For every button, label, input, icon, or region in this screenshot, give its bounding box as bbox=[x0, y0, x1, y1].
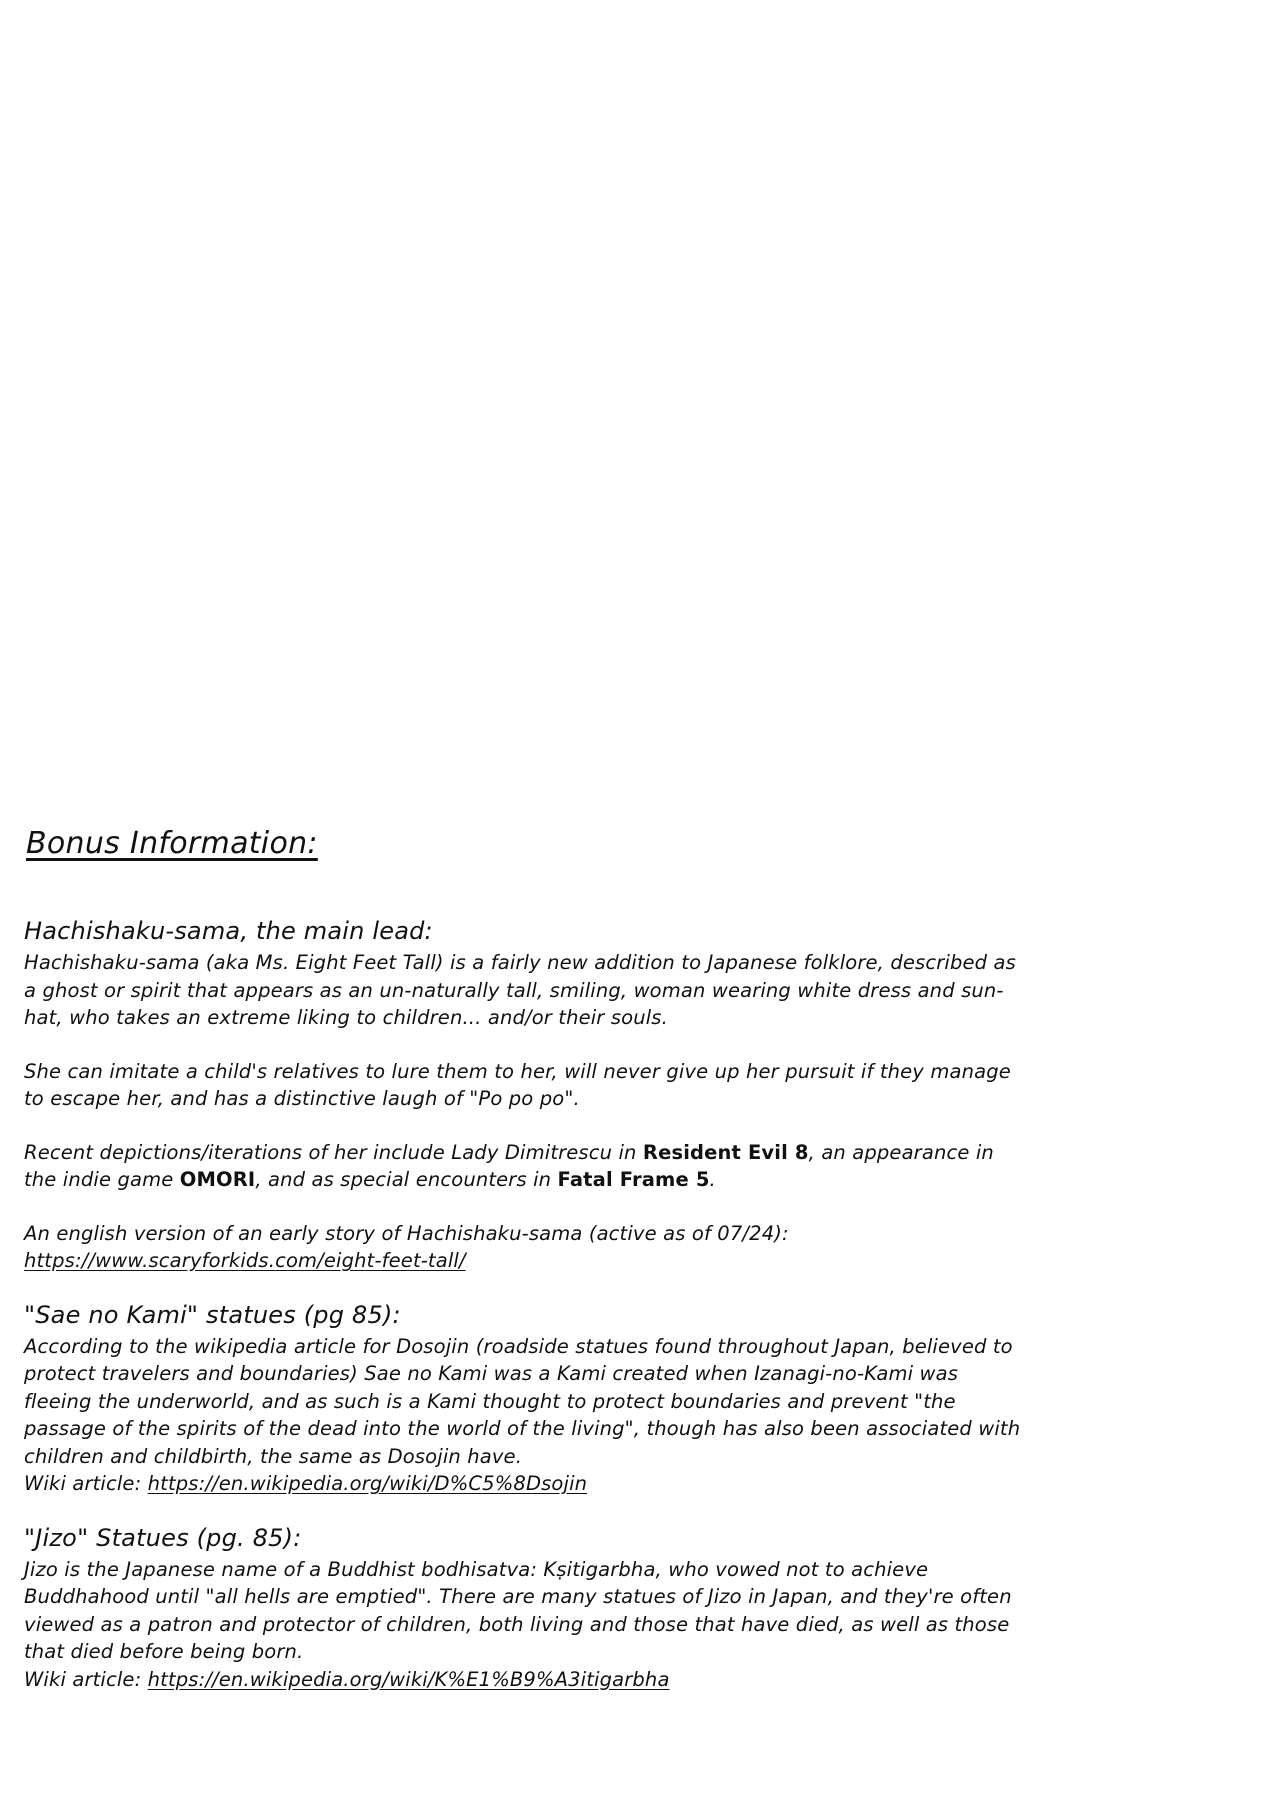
page-title: Bonus Information: bbox=[26, 826, 318, 861]
depictions-text-2: , an appearance in the indie game bbox=[24, 1140, 994, 1191]
jizo-wiki-label: Wiki article: bbox=[24, 1667, 148, 1691]
game-title-omori: OMORI bbox=[179, 1168, 256, 1191]
depictions-text-3: , and as special encounters in bbox=[255, 1168, 558, 1191]
section-heading-hachishaku: Hachishaku-sama, the main lead: bbox=[24, 917, 433, 945]
jizo-text: Jizo is the Japanese name of a Buddhist bodhisatva: Kṣitigarbha, who vowed not to achieve Buddhahood until "all hells are emptied". There are many statues of Jizo in Japan, and they're often viewed as a patron and protector of children, both living and those that have died, as well as those that died before being born. bbox=[24, 1557, 1012, 1663]
depictions-text-1: Recent depictions/iterations of her include Lady Dimitrescu in bbox=[24, 1140, 643, 1164]
section-sae-no-kami bbox=[24, 1301, 1024, 1498]
jizo-wiki-link[interactable]: https://en.wikipedia.org/wiki/K%E1%B9%A3itigarbha bbox=[147, 1667, 670, 1691]
sae-text-1: According to the wikipedia article for bbox=[24, 1334, 397, 1358]
paragraph-depictions bbox=[24, 1139, 1024, 1194]
sae-text-2: (roadside statues found throughout Japan, believed to protect travelers and boundaries) Sae no Kami was a Kami created when Izanagi-no-Kami was fleeing the underworld, and as such is a Kami thought to protect boundaries and prevent "the passage of the spirits of the dead into the world of the living", though has also been associated with children and childbirth, the same as Dosojin have. bbox=[24, 1334, 1021, 1468]
paragraph-sae-no-kami bbox=[24, 1333, 1024, 1498]
sae-wiki-link[interactable]: https://en.wikipedia.org/wiki/D%C5%8Dsojin bbox=[147, 1472, 588, 1495]
paragraph-behavior: She can imitate a child's relatives to lure them to her, will never give up her pursuit if they manage to escape her, and has a distinctive laugh of "Po po po". bbox=[24, 1059, 1011, 1110]
section-hachishaku bbox=[24, 917, 1024, 1275]
paragraph-jizo bbox=[24, 1556, 1024, 1694]
section-heading-jizo: "Jizo" Statues (pg. 85): bbox=[24, 1523, 302, 1552]
story-link[interactable]: https://www.scaryforkids.com/eight-feet-tall/ bbox=[24, 1249, 466, 1272]
game-title-resident-evil: Resident Evil 8 bbox=[642, 1140, 809, 1164]
section-heading-sae-no-kami: "Sae no Kami" statues (pg 85): bbox=[24, 1300, 401, 1329]
sae-term-dosojin: Dosojin bbox=[396, 1334, 470, 1358]
paragraph-story-link bbox=[24, 1220, 1024, 1275]
game-title-fatal-frame: Fatal Frame 5 bbox=[557, 1168, 710, 1191]
bonus-info-page bbox=[24, 826, 1024, 1693]
paragraph-description: Hachishaku-sama (aka Ms. Eight Feet Tall) is a fairly new addition to Japanese folklore, described as a ghost or spirit that appears as an un-naturally tall, smiling, woman wearing white dress and sun-hat, who takes an extreme liking to children... and/or their souls. bbox=[24, 951, 1016, 1029]
depictions-text-end: . bbox=[709, 1168, 716, 1191]
story-link-label: An english version of an early story of Hachishaku-sama (active as of 07/24): bbox=[24, 1221, 789, 1245]
sae-wiki-label: Wiki article: bbox=[24, 1472, 148, 1495]
section-jizo bbox=[24, 1524, 1024, 1694]
